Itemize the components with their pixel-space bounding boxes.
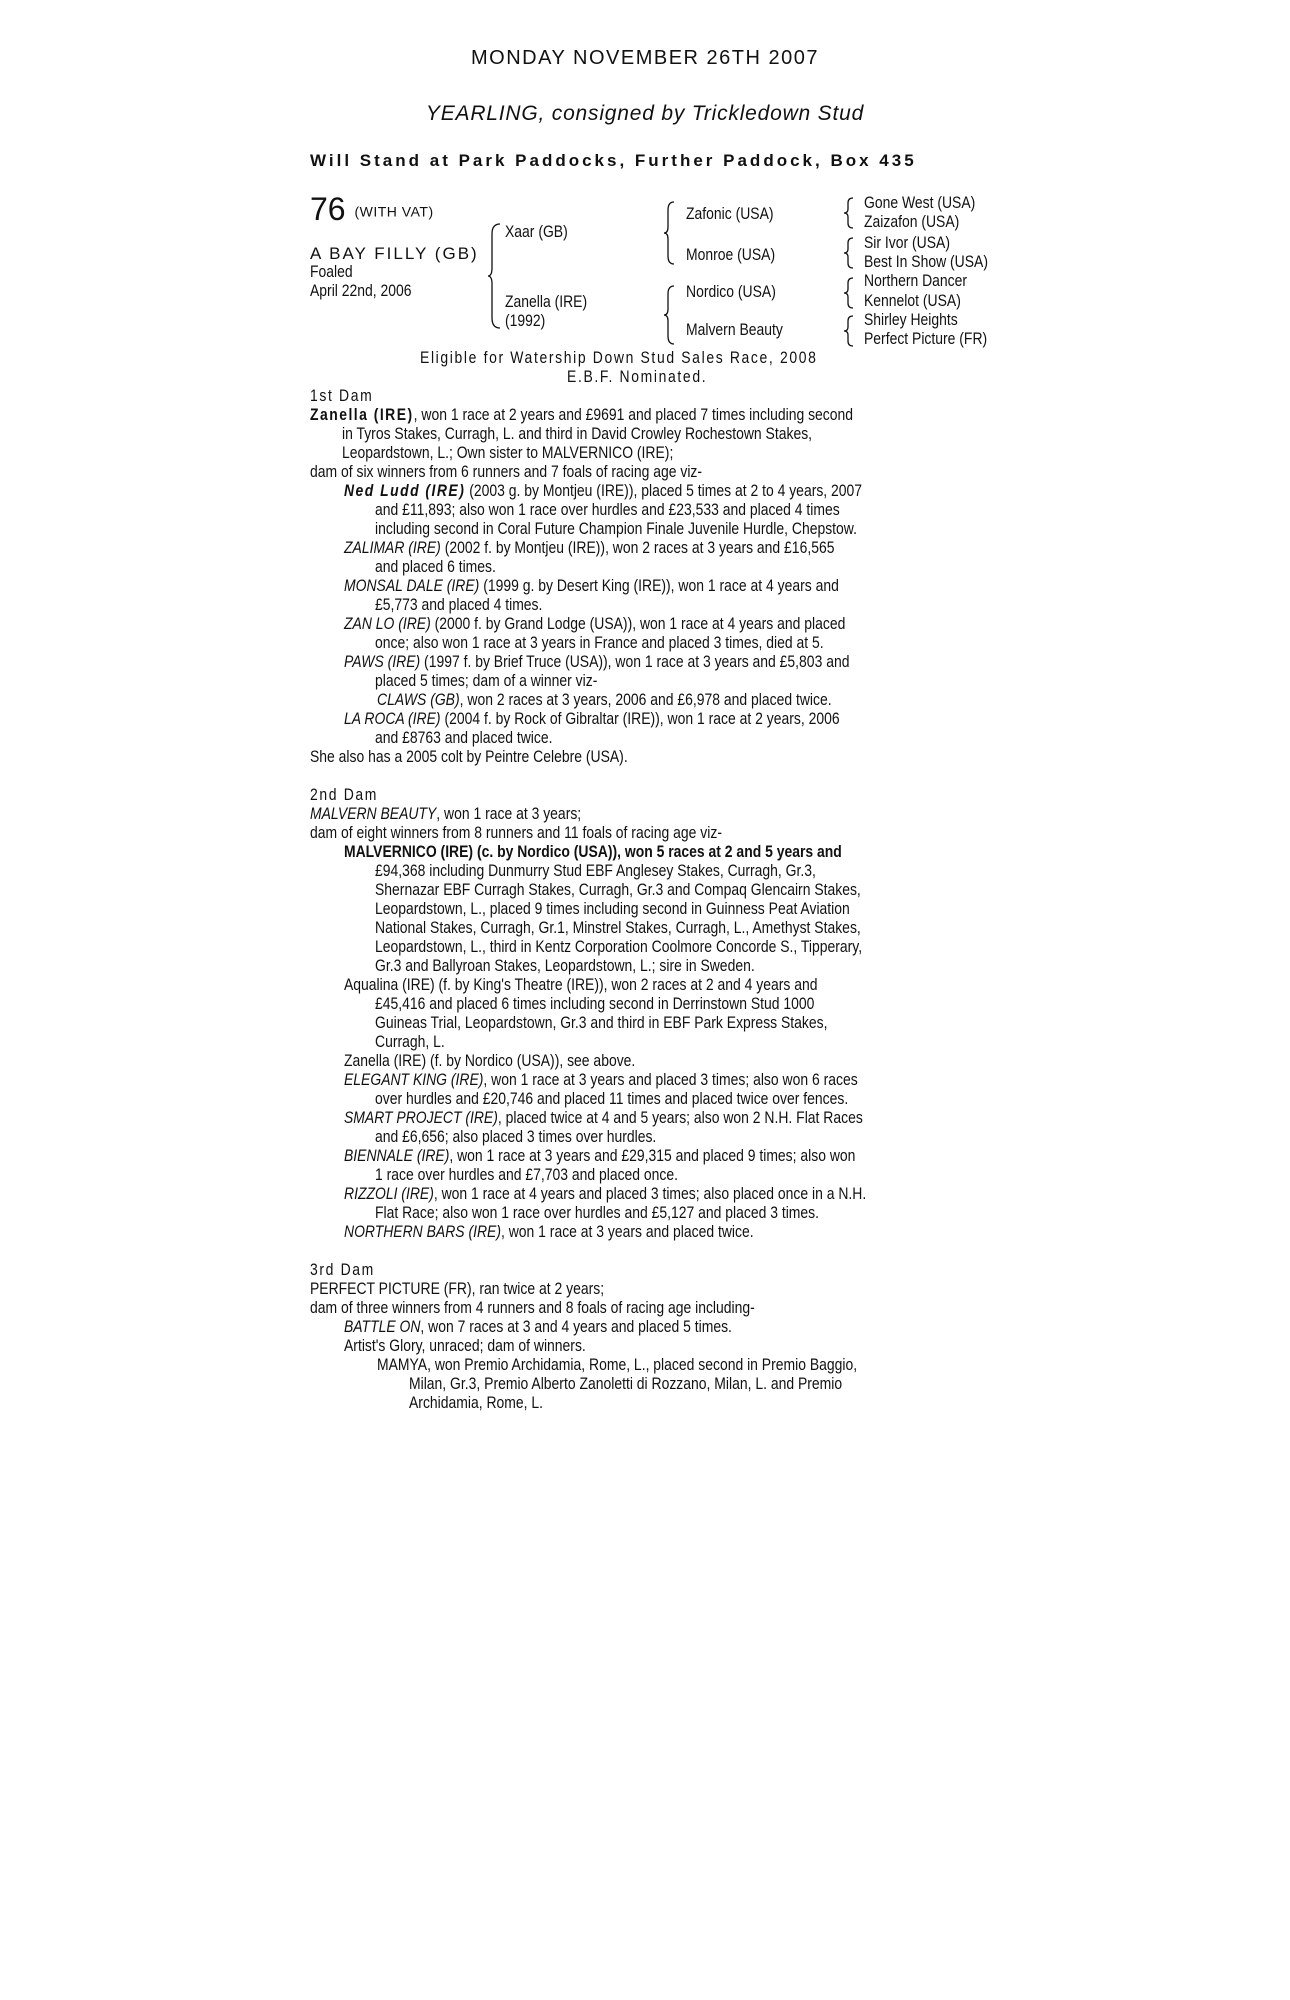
eligibility-race bbox=[420, 348, 905, 368]
pedigree-dam-sire bbox=[686, 282, 796, 302]
foal-paws-l2: placed 5 times; dam of a winner viz- bbox=[375, 671, 598, 690]
pedigree-sire bbox=[505, 222, 582, 242]
pedigree-sire-text: Xaar (GB) bbox=[505, 222, 568, 241]
biennale-l2: 1 race over hurdles and £7,703 and placed once. bbox=[375, 1165, 679, 1184]
northern-bars-line bbox=[344, 1222, 844, 1242]
first-dam-also bbox=[310, 747, 697, 767]
pedigree-brace-g3 bbox=[844, 276, 856, 310]
northern-bars-name: NORTHERN BARS (IRE) bbox=[344, 1222, 501, 1241]
pedigree-g7-text: Shirley Heights bbox=[864, 310, 958, 329]
second-dam-produce bbox=[310, 823, 812, 843]
malvernico-line-7 bbox=[375, 956, 838, 976]
pedigree-g2 bbox=[864, 212, 980, 232]
foal-zan-lo-l1: (2000 f. by Grand Lodge (USA)), won 1 race at 4 years and placed bbox=[434, 614, 846, 633]
pedigree-brace-g1 bbox=[844, 196, 856, 230]
pedigree-g6 bbox=[864, 291, 982, 311]
aqualina-l2: £45,416 and placed 6 times including second in Derrinstown Stud 1000 bbox=[375, 994, 815, 1013]
pedigree-g8-text: Perfect Picture (FR) bbox=[864, 329, 988, 348]
smart-project-name: SMART PROJECT (IRE) bbox=[344, 1108, 498, 1127]
first-dam-intro-3: Leopardstown, L.; Own sister to MALVERNICO (IRE); bbox=[342, 443, 674, 462]
biennale-line-2 bbox=[375, 1165, 745, 1185]
stand-location: Will Stand at Park Paddocks, Further Paddock, Box 435 bbox=[310, 151, 917, 170]
smart-project-l1: , placed twice at 4 and 5 years; also won 2 N.H. Flat Races bbox=[497, 1108, 863, 1127]
pedigree-g2-text: Zaizafon (USA) bbox=[864, 212, 960, 231]
malvernico-line-2 bbox=[375, 861, 913, 881]
foal-paws-l1: (1997 f. by Brief Truce (USA)), won 1 race at 3 years and £5,803 and bbox=[424, 652, 850, 671]
foaled-label-text: Foaled bbox=[310, 262, 353, 281]
lot-description: A BAY FILLY (GB) bbox=[310, 244, 479, 263]
elegant-king-l1: , won 1 race at 3 years and placed 3 times; also won 6 races bbox=[483, 1070, 858, 1089]
pedigree-g3 bbox=[864, 233, 969, 253]
rizzoli-name: RIZZOLI (IRE) bbox=[344, 1184, 434, 1203]
pedigree-sire-sire-text: Zafonic (USA) bbox=[686, 204, 774, 223]
foal-la-roca-cont bbox=[375, 728, 591, 748]
consignor-line: YEARLING, consigned by Trickledown Stud bbox=[425, 102, 865, 125]
aqualina-line-4 bbox=[375, 1032, 460, 1052]
foal-ned-ludd-l3: including second in Coral Future Champion Finale Juvenile Hurdle, Chepstow. bbox=[375, 519, 857, 538]
third-dam-heading-text: 3rd Dam bbox=[310, 1260, 375, 1279]
pedigree-sire-dam bbox=[686, 245, 795, 265]
pedigree-sire-sire bbox=[686, 204, 793, 224]
mamya-line-1 bbox=[377, 1355, 963, 1375]
aqualina-line-2 bbox=[375, 994, 911, 1014]
foal-monsal-dale-cont bbox=[375, 595, 579, 615]
foal-zan-lo bbox=[344, 614, 955, 634]
second-dam-intro-text: , won 1 race at 3 years; bbox=[436, 804, 582, 823]
pedigree-brace-dam bbox=[664, 284, 678, 346]
pedigree-g6-text: Kennelot (USA) bbox=[864, 291, 961, 310]
foal-zan-lo-cont bbox=[375, 633, 922, 653]
second-dam-intro bbox=[310, 804, 641, 824]
foal-zalimar bbox=[344, 538, 942, 558]
foal-la-roca-name: LA ROCA (IRE) bbox=[344, 709, 441, 728]
foal-paws bbox=[344, 652, 960, 672]
smart-project-line-1 bbox=[344, 1108, 977, 1128]
third-dam-produce-text: dam of three winners from 4 runners and 8 foals of racing age including- bbox=[310, 1298, 755, 1317]
foal-paws-name: PAWS (IRE) bbox=[344, 652, 421, 671]
foaled-label bbox=[310, 262, 362, 282]
elegant-king-name: ELEGANT KING (IRE) bbox=[344, 1070, 484, 1089]
second-dam-heading-text: 2nd Dam bbox=[310, 785, 379, 804]
foal-ned-ludd-cont-2 bbox=[375, 519, 963, 539]
third-dam-intro-text: PERFECT PICTURE (FR), ran twice at 2 years; bbox=[310, 1279, 605, 1298]
biennale-name: BIENNALE (IRE) bbox=[344, 1146, 450, 1165]
pedigree-dam-dam-text: Malvern Beauty bbox=[686, 320, 783, 339]
foal-la-roca bbox=[344, 709, 948, 729]
foal-ned-ludd bbox=[344, 481, 976, 501]
first-dam-intro-2: in Tyros Stakes, Curragh, L. and third in David Crowley Rochestown Stakes, bbox=[342, 424, 813, 443]
foal-zalimar-l1: (2002 f. by Montjeu (IRE)), won 2 races at 3 years and £16,565 bbox=[444, 538, 835, 557]
foaled-date-text: April 22nd, 2006 bbox=[310, 281, 412, 300]
pedigree-g4 bbox=[864, 252, 1015, 272]
foal-la-roca-l1: (2004 f. by Rock of Gibraltar (IRE)), won 1 race at 2 years, 2006 bbox=[444, 709, 840, 728]
third-dam-produce bbox=[310, 1298, 852, 1318]
first-dam-intro-1: , won 1 race at 2 years and £9691 and placed 7 times including second bbox=[413, 405, 854, 424]
malvernico-line-5 bbox=[375, 918, 967, 938]
malvernico-l2: £94,368 including Dunmurry Stud EBF Anglesey Stakes, Curragh, Gr.3, bbox=[375, 861, 816, 880]
pedigree-dam-dam bbox=[686, 320, 804, 340]
malvernico-line-4 bbox=[375, 899, 954, 919]
aqualina-l3: Guineas Trial, Leopardstown, Gr.3 and third in EBF Park Express Stakes, bbox=[375, 1013, 828, 1032]
foal-zalimar-cont bbox=[375, 557, 522, 577]
foal-claws-name: CLAWS (GB) bbox=[377, 690, 460, 709]
pedigree-g3-text: Sir Ivor (USA) bbox=[864, 233, 950, 252]
aqualina-l4: Curragh, L. bbox=[375, 1032, 445, 1051]
ebf-nominated-text: E.B.F. Nominated. bbox=[567, 367, 708, 386]
aqualina-line-3 bbox=[375, 1013, 927, 1033]
pedigree-g7 bbox=[864, 310, 978, 330]
mamya-l2: Milan, Gr.3, Premio Alberto Zanoletti di Rozzano, Milan, L. and Premio bbox=[409, 1374, 843, 1393]
first-dam-line-3 bbox=[342, 443, 746, 463]
second-dam-heading bbox=[310, 785, 393, 805]
pedigree-g5 bbox=[864, 271, 990, 291]
malvernico-l4: Leopardstown, L., placed 9 times including second in Guinness Peat Aviation bbox=[375, 899, 850, 918]
biennale-line-1 bbox=[344, 1146, 968, 1166]
malvernico-l7: Gr.3 and Ballyroan Stakes, Leopardstown, L.; sire in Sweden. bbox=[375, 956, 755, 975]
battle-on-l1: , won 7 races at 3 and 4 years and placed 5 times. bbox=[420, 1317, 732, 1336]
first-dam-produce-text: dam of six winners from 6 runners and 7 foals of racing age viz- bbox=[310, 462, 703, 481]
artists-glory-l1: Artist's Glory, unraced; dam of winners. bbox=[344, 1336, 586, 1355]
zanella-line bbox=[344, 1051, 699, 1071]
elegant-king-line-1 bbox=[344, 1070, 970, 1090]
foal-paws-cont bbox=[375, 671, 646, 691]
second-dam-name: MALVERN BEAUTY bbox=[310, 804, 437, 823]
malvernico-l3: Shernazar EBF Curragh Stakes, Curragh, Gr.3 and Compaq Glencairn Stakes, bbox=[375, 880, 861, 899]
foal-zan-lo-l2: once; also won 1 race at 3 years in France and placed 3 times, died at 5. bbox=[375, 633, 824, 652]
foal-monsal-dale-l1: (1999 g. by Desert King (IRE)), won 1 race at 4 years and bbox=[483, 576, 839, 595]
vat-note: (WITH VAT) bbox=[354, 203, 434, 220]
second-dam-produce-text: dam of eight winners from 8 runners and 11 foals of racing age viz- bbox=[310, 823, 722, 842]
pedigree-brace-main bbox=[488, 222, 504, 330]
aqualina-line-1 bbox=[344, 975, 921, 995]
elegant-king-line-2 bbox=[375, 1089, 952, 1109]
mamya-l1: MAMYA, won Premio Archidamia, Rome, L., placed second in Premio Baggio, bbox=[377, 1355, 858, 1374]
foal-zalimar-name: ZALIMAR (IRE) bbox=[344, 538, 441, 557]
mamya-line-3 bbox=[409, 1393, 572, 1413]
smart-project-line-2 bbox=[375, 1127, 718, 1147]
malvernico-line-3 bbox=[375, 880, 967, 900]
malvernico-line-6 bbox=[375, 937, 969, 957]
pedigree-g1 bbox=[864, 193, 1000, 213]
foal-monsal-dale bbox=[344, 576, 947, 596]
sale-date: MONDAY NOVEMBER 26TH 2007 bbox=[471, 47, 819, 69]
pedigree-g1-text: Gone West (USA) bbox=[864, 193, 976, 212]
first-dam-produce bbox=[310, 462, 788, 482]
biennale-l1: , won 1 race at 3 years and £29,315 and placed 9 times; also won bbox=[449, 1146, 856, 1165]
smart-project-l2: and £6,656; also placed 3 times over hurdles. bbox=[375, 1127, 657, 1146]
artists-glory-line bbox=[344, 1336, 639, 1356]
malvernico-line-1 bbox=[344, 842, 951, 862]
malvernico-l1: MALVERNICO (IRE) (c. by Nordico (USA)), won 5 races at 2 and 5 years and bbox=[344, 842, 842, 861]
lot-number bbox=[310, 191, 434, 228]
foaled-date bbox=[310, 281, 434, 301]
third-dam-heading bbox=[310, 1260, 389, 1280]
pedigree-brace-sire bbox=[664, 200, 678, 266]
rizzoli-line-1 bbox=[344, 1184, 981, 1204]
mamya-line-2 bbox=[409, 1374, 937, 1394]
pedigree-dam-sire-text: Nordico (USA) bbox=[686, 282, 776, 301]
pedigree-dam-year bbox=[505, 311, 554, 331]
third-dam-intro bbox=[310, 1279, 669, 1299]
foal-monsal-dale-name: MONSAL DALE (IRE) bbox=[344, 576, 480, 595]
lot-number-value: 76 bbox=[310, 191, 346, 227]
first-dam-heading-text: 1st Dam bbox=[310, 386, 374, 405]
foal-la-roca-l2: and £8763 and placed twice. bbox=[375, 728, 553, 747]
malvernico-l5: National Stakes, Curragh, Gr.1, Minstrel Stakes, Curragh, L., Amethyst Stakes, bbox=[375, 918, 861, 937]
northern-bars-l1: , won 1 race at 3 years and placed twice. bbox=[500, 1222, 754, 1241]
first-dam-line-1 bbox=[310, 405, 972, 425]
first-dam-name: Zanella (IRE) bbox=[310, 405, 414, 424]
pedigree-sire-dam-text: Monroe (USA) bbox=[686, 245, 776, 264]
first-dam-also-text: She also has a 2005 colt by Peintre Celebre (USA). bbox=[310, 747, 628, 766]
rizzoli-l1: , won 1 race at 4 years and placed 3 times; also placed once in a N.H. bbox=[433, 1184, 867, 1203]
pedigree-dam-year-text: (1992) bbox=[505, 311, 546, 330]
foal-claws bbox=[377, 690, 931, 710]
first-dam-line-2 bbox=[342, 424, 915, 444]
malvernico-l6: Leopardstown, L., third in Kentz Corporation Coolmore Concorde S., Tipperary, bbox=[375, 937, 863, 956]
rizzoli-line-2 bbox=[375, 1203, 917, 1223]
rizzoli-l2: Flat Race; also won 1 race over hurdles and £5,127 and placed 3 times. bbox=[375, 1203, 820, 1222]
aqualina-l1: Aqualina (IRE) (f. by King's Theatre (IRE)), won 2 races at 2 and 4 years and bbox=[344, 975, 818, 994]
battle-on-line bbox=[344, 1317, 817, 1337]
battle-on-name: BATTLE ON bbox=[344, 1317, 421, 1336]
pedigree-dam bbox=[505, 292, 605, 312]
pedigree-brace-g4 bbox=[844, 314, 856, 348]
pedigree-brace-g2 bbox=[844, 236, 856, 270]
foal-claws-l1: , won 2 races at 3 years, 2006 and £6,978 and placed twice. bbox=[459, 690, 832, 709]
eligibility-race-text: Eligible for Watership Down Stud Sales Race, 2008 bbox=[420, 348, 818, 367]
foal-ned-ludd-l2: and £11,893; also won 1 race over hurdles and £23,533 and placed 4 times bbox=[375, 500, 840, 519]
pedigree-g5-text: Northern Dancer bbox=[864, 271, 968, 290]
foal-zalimar-l2: and placed 6 times. bbox=[375, 557, 496, 576]
pedigree-g4-text: Best In Show (USA) bbox=[864, 252, 988, 271]
foal-zan-lo-name: ZAN LO (IRE) bbox=[344, 614, 431, 633]
ebf-nominated bbox=[567, 367, 738, 387]
foal-ned-ludd-cont-1 bbox=[375, 500, 942, 520]
pedigree-dam-text: Zanella (IRE) bbox=[505, 292, 588, 311]
first-dam-heading bbox=[310, 386, 387, 406]
mamya-l3: Archidamia, Rome, L. bbox=[409, 1393, 544, 1412]
pedigree-g8 bbox=[864, 329, 1014, 349]
zanella-l1: Zanella (IRE) (f. by Nordico (USA)), see above. bbox=[344, 1051, 636, 1070]
elegant-king-l2: over hurdles and £20,746 and placed 11 times and placed twice over fences. bbox=[375, 1089, 849, 1108]
foal-ned-ludd-name: Ned Ludd (IRE) bbox=[344, 481, 466, 500]
foal-ned-ludd-l1: (2003 g. by Montjeu (IRE)), placed 5 times at 2 to 4 years, 2007 bbox=[469, 481, 863, 500]
foal-monsal-dale-l2: £5,773 and placed 4 times. bbox=[375, 595, 543, 614]
